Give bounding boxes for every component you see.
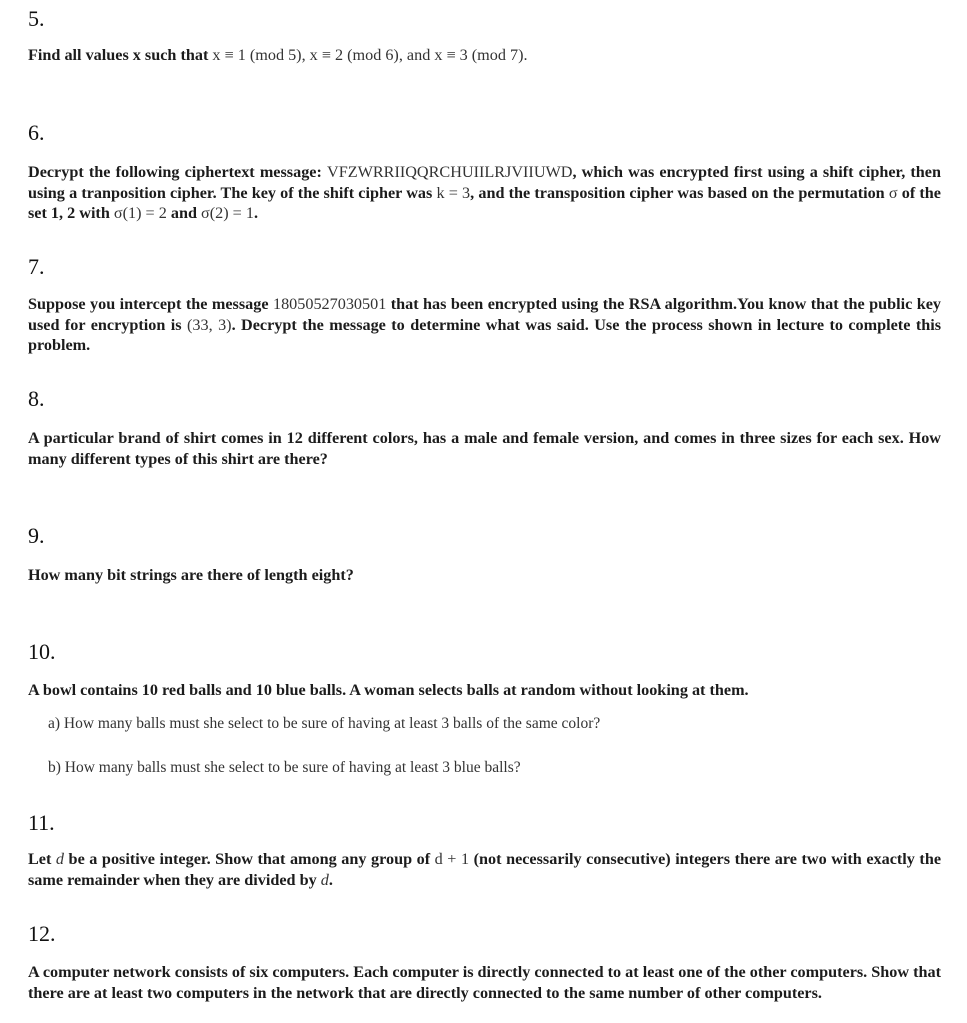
problem-text (28, 849, 941, 890)
ciphertext: VFZWRRIIQQRCHUIILRJVIIUWD (327, 163, 573, 181)
math-expression: x ≡ 1 (mod 5), x ≡ 2 (mod 6), and x ≡ 3 (mod 7). (212, 46, 528, 64)
text-segment: (not necessarily consecutive) integers there are two with exactly the same remainder when they are divided by (28, 850, 942, 889)
math-expression: d (320, 870, 329, 889)
public-key: (33, 3) (187, 315, 232, 334)
subpart-b: b) How many balls must she select to be sure of having at least 3 blue balls? (48, 759, 521, 776)
problem-number: 12. (28, 921, 56, 946)
problem-number: 5. (28, 6, 45, 31)
text-segment: . (253, 204, 258, 222)
text-segment: that has been encrypted using the RSA algorithm.You know that the public key used for encryption is (28, 295, 942, 334)
problem-number: 9. (28, 523, 45, 548)
problem-text: A bowl contains 10 red balls and 10 blue balls. A woman selects balls at random without looking at them. (28, 681, 749, 699)
problem-text: How many bit strings are there of length eight? (28, 566, 354, 584)
problem-text: A computer network consists of six computers. Each computer is directly connected to at least one of the other computers. Show that there are at least two computers in the network that are directly connected to the same number of other computers. (28, 963, 941, 1002)
text-segment: of the set 1, 2 with (28, 183, 941, 222)
math-expression: σ (888, 183, 898, 202)
text-segment: and (166, 204, 202, 222)
text-segment: . Decrypt the message to determine what was said. Use the process shown in lecture to complete this problem. (28, 315, 942, 354)
problem-number: 10. (28, 639, 56, 664)
text-segment: . (328, 870, 333, 889)
problem-text (28, 162, 941, 224)
problem-text: A particular brand of shirt comes in 12 different colors, has a male and female version, and comes in three sizes for each sex. How many different types of this shirt are there? (28, 429, 941, 468)
rsa-message: 18050527030501 (272, 295, 387, 313)
text-segment: Decrypt the following ciphertext message: (28, 163, 327, 181)
math-expression: k = 3 (436, 183, 471, 202)
math-expression: σ(1) = 2 (113, 204, 167, 222)
text-segment: Let (28, 850, 56, 868)
problem-number: 8. (28, 386, 45, 411)
text-segment: Find all values x such that (28, 46, 213, 64)
text-segment: , and the transposition cipher was based on the permutation (470, 183, 889, 202)
problem-number: 7. (28, 254, 45, 279)
text-segment: , which was encrypted first using a shift cipher, then using a tranposition cipher. The key of the shift cipher was (28, 163, 941, 202)
math-expression: d (55, 850, 65, 868)
text-segment: be a positive integer. Show that among any group of (64, 850, 435, 868)
math-expression: d + 1 (434, 850, 470, 868)
math-expression: σ(2) = 1 (201, 204, 254, 222)
subpart-a: a) How many balls must she select to be sure of having at least 3 balls of the same color? (48, 715, 601, 732)
problem-number: 6. (28, 120, 45, 145)
problem-text (28, 294, 941, 356)
text-segment: Suppose you intercept the message (28, 295, 273, 313)
problem-text (28, 45, 941, 66)
problem-number: 11. (28, 810, 55, 835)
